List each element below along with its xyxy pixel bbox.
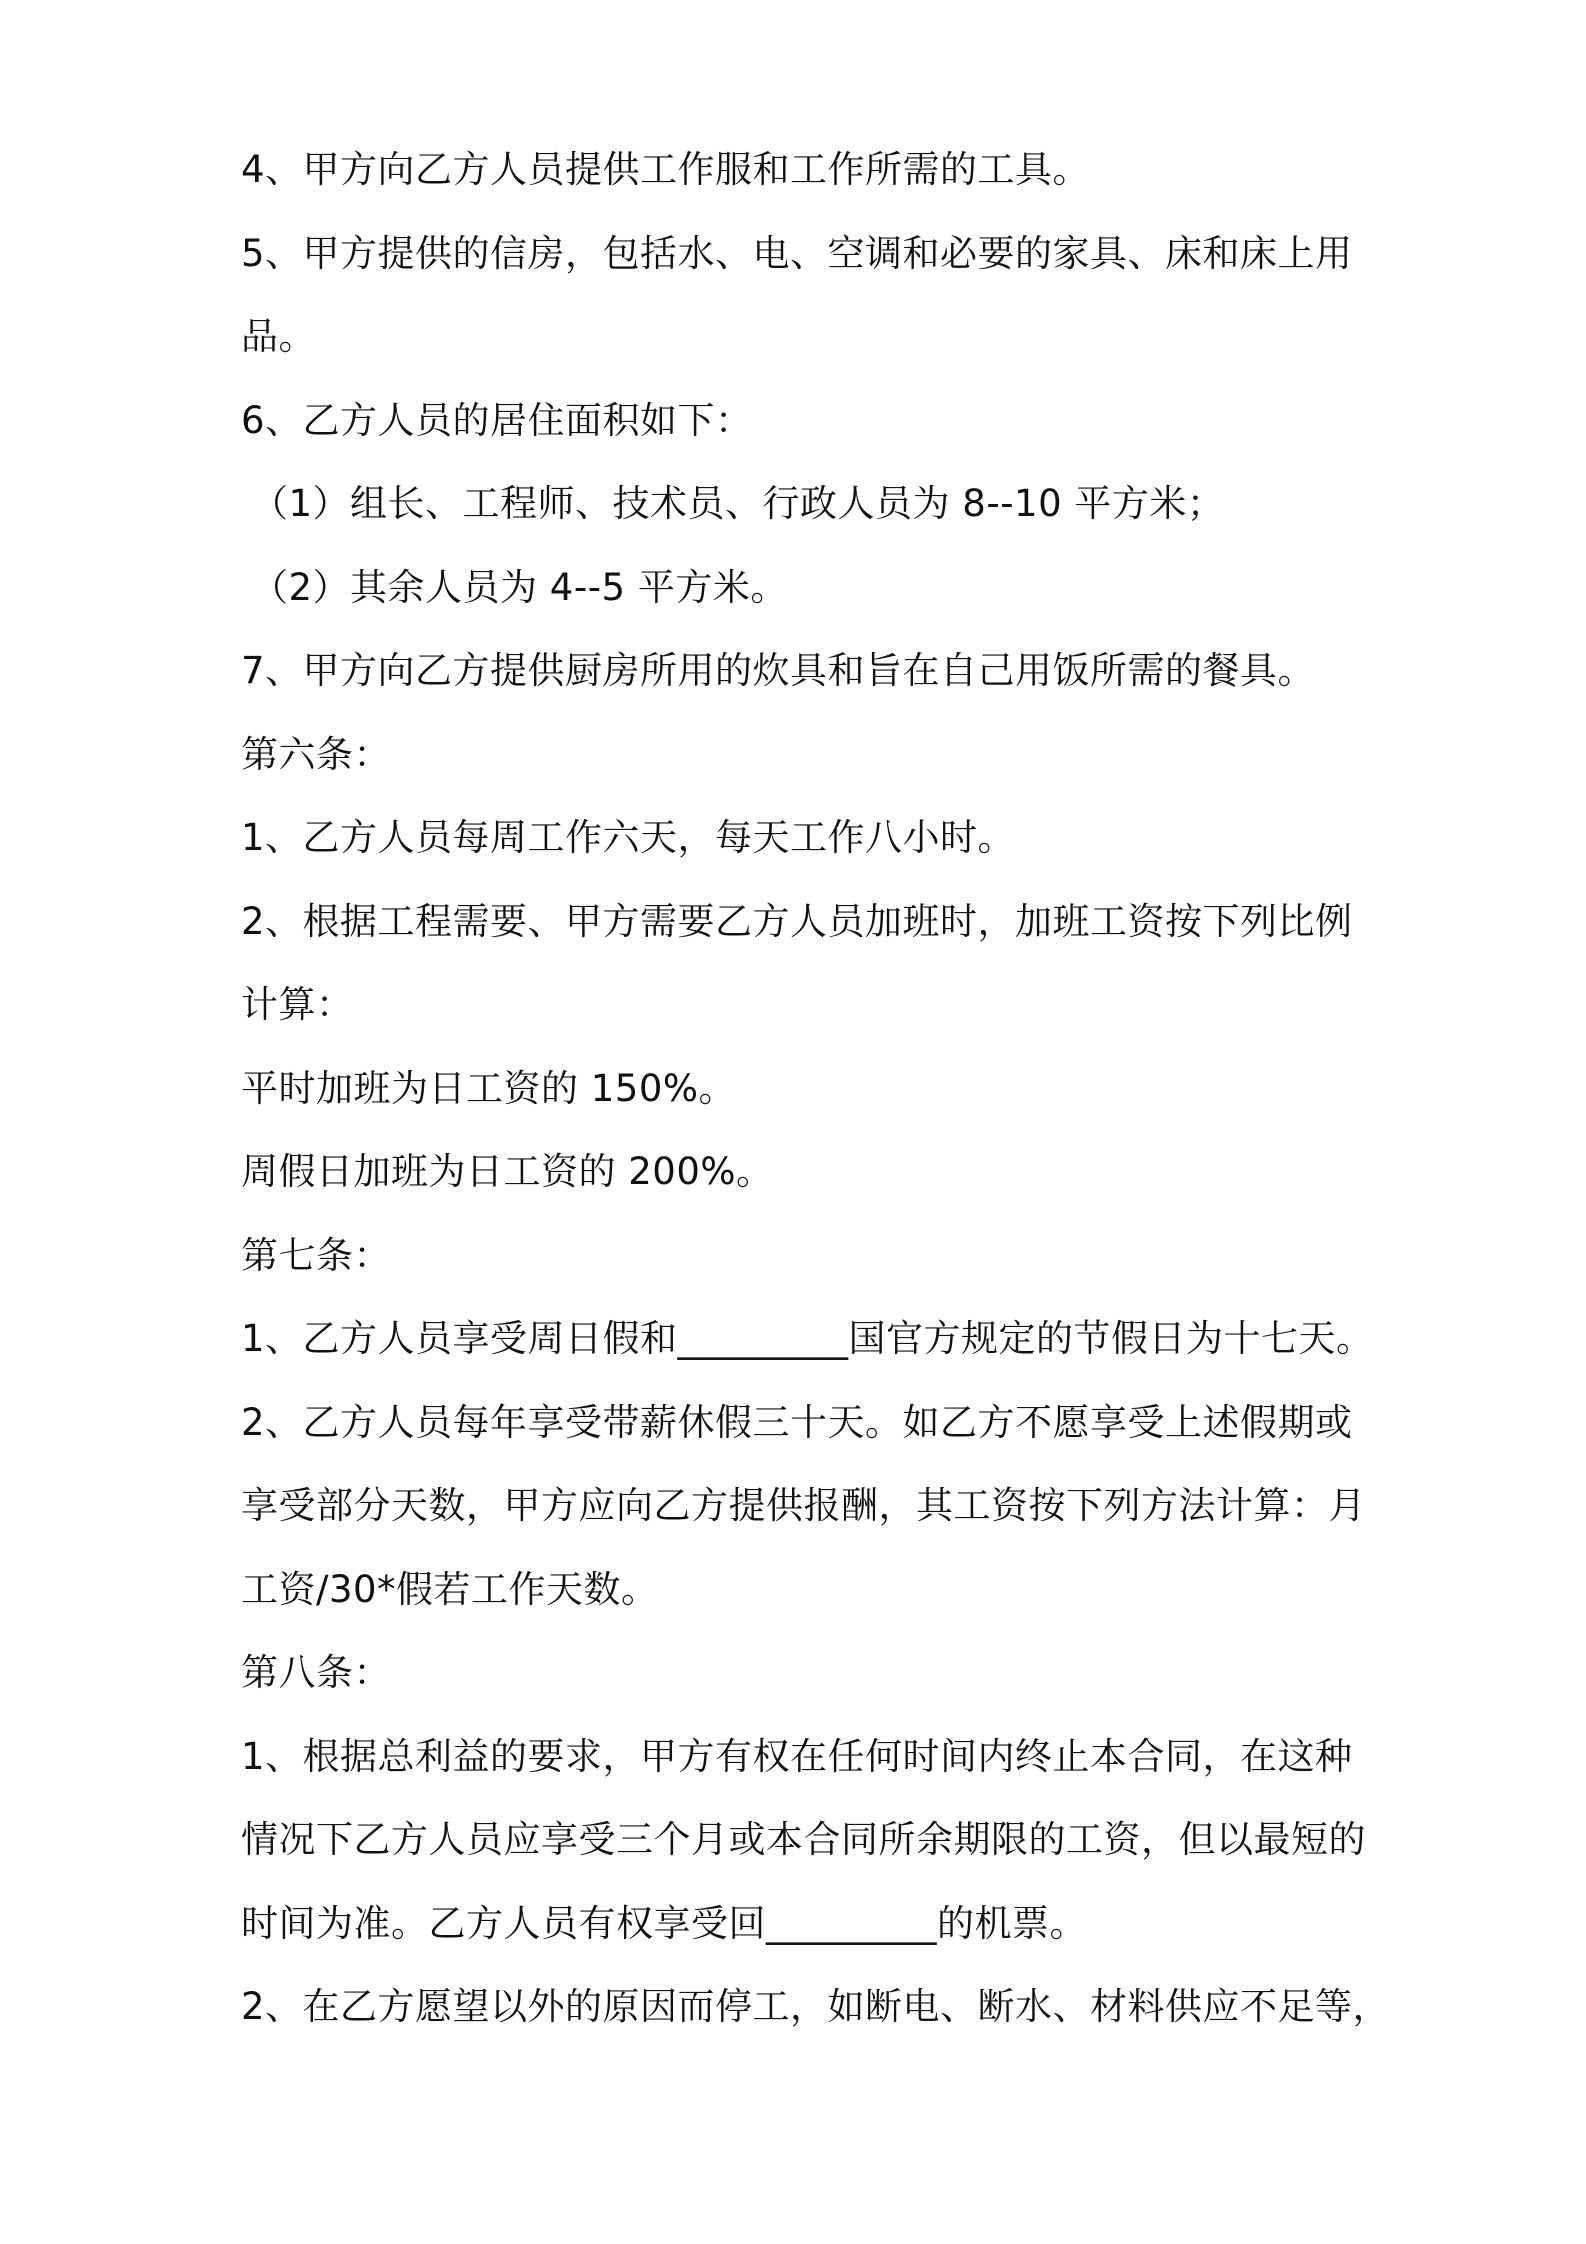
clause-6-heading: 第六条： — [241, 732, 391, 776]
clause-8-item-2: 2、在乙方愿望以外的原因而停工，如断电、断水、材料供应不足等， — [241, 1985, 1391, 2028]
clause-5-item-5-cont: 品。 — [241, 315, 316, 358]
clause-6-overtime-holiday: 周假日加班为日工资的 200%。 — [241, 1150, 774, 1193]
clause-5-item-6: 6、乙方人员的居住面积如下： — [241, 398, 753, 442]
clause-6-overtime-weekday: 平时加班为日工资的 150%。 — [241, 1066, 737, 1110]
clause-5-item-7: 7、甲方向乙方提供厨房所用的炊具和旨在自己用饭所需的餐具。 — [241, 649, 1316, 692]
clause-6-item-1: 1、乙方人员每周工作六天，每天工作八小时。 — [241, 816, 1016, 859]
clause-7-item-1: 1、乙方人员享受周日假和_________国官方规定的节假日为十七天。 — [241, 1317, 1374, 1360]
clause-8-item-1-cont-1: 情况下乙方人员应享受三个月或本合同所余期限的工资，但以最短的 — [241, 1818, 1366, 1861]
clause-8-heading: 第八条： — [241, 1651, 391, 1694]
clause-7-item-2-cont-1: 享受部分天数，甲方应向乙方提供报酬，其工资按下列方法计算：月 — [241, 1484, 1366, 1527]
clause-6-item-2-cont: 计算： — [241, 983, 354, 1026]
clause-7-heading: 第七条： — [241, 1233, 391, 1277]
clause-5-item-4: 4、甲方向乙方人员提供工作服和工作所需的工具。 — [241, 148, 1091, 191]
clause-8-item-1: 1、根据总利益的要求，甲方有权在任何时间内终止本合同，在这种 — [241, 1734, 1353, 1778]
clause-5-item-6-sub-2: （2）其余人员为 4--5 平方米。 — [251, 565, 788, 609]
clause-8-item-1-cont-2: 时间为准。乙方人员有权享受回_________的机票。 — [241, 1901, 1087, 1945]
clause-5-item-5: 5、甲方提供的信房，包括水、电、空调和必要的家具、床和床上用 — [241, 231, 1353, 275]
document-body — [241, 128, 1391, 2049]
clause-6-item-2: 2、根据工程需要、甲方需要乙方人员加班时，加班工资按下列比例 — [241, 899, 1353, 943]
clause-7-item-2-cont-2: 工资/30*假若工作天数。 — [241, 1567, 659, 1611]
clause-7-item-2: 2、乙方人员每年享受带薪休假三十天。如乙方不愿享受上述假期或 — [241, 1400, 1353, 1444]
clause-5-item-6-sub-1: （1）组长、工程师、技术员、行政人员为 8--10 平方米； — [251, 482, 1225, 525]
